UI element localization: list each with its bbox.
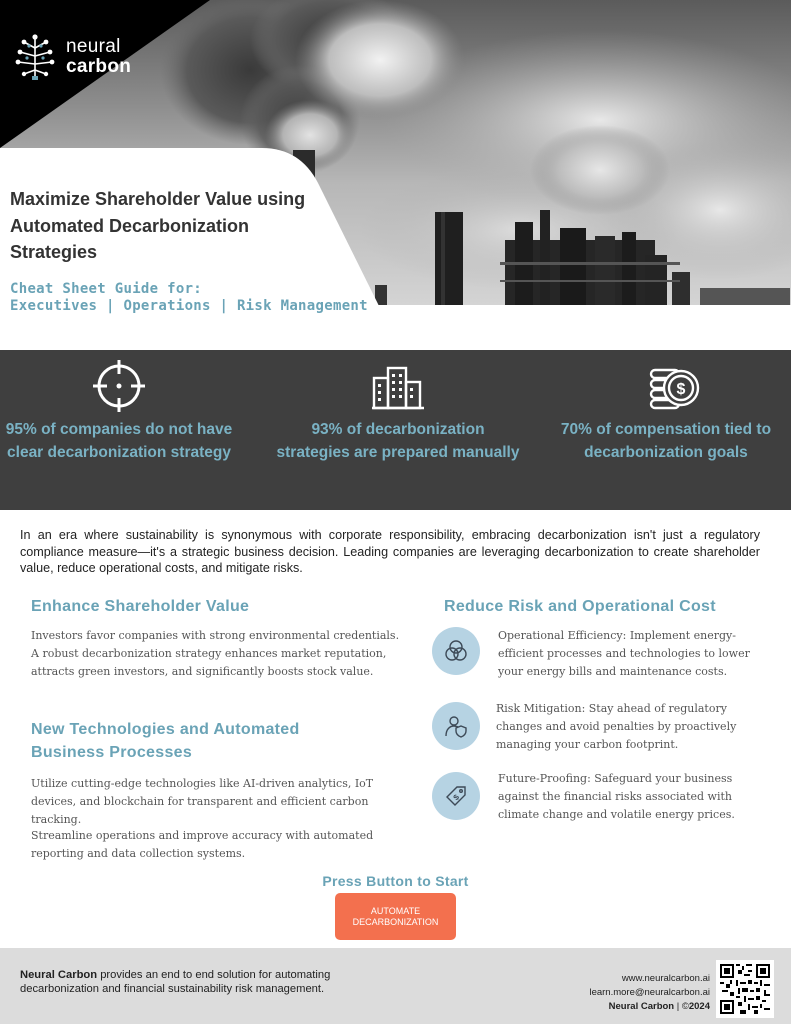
- stats-band: [0, 350, 791, 510]
- footer-email-link[interactable]: learn.more@neuralcarbon.ai: [589, 987, 710, 998]
- risk-item-icon: [432, 772, 480, 820]
- brand-name-line1: neural: [66, 36, 121, 58]
- svg-text:$: $: [451, 792, 462, 803]
- stat-text: 70% of compensation tied to decarbonization goals: [560, 421, 772, 461]
- copyright-company: Neural Carbon: [608, 1001, 675, 1012]
- svg-text:$: $: [676, 381, 686, 398]
- hero-banner: [0, 0, 791, 314]
- risk-item-icon: [432, 627, 480, 675]
- risk-item-text: Future-Proofing: Safeguard your business against the financial risks associated with climate change and volatile energy prices.: [498, 772, 735, 821]
- tech-body-2: Streamline operations and improve accuracy with automated reporting and data collection systems.: [31, 829, 374, 860]
- footer-description-text: provides an end to end solution for automating decarbonization and financial sustainability risk management.: [20, 969, 331, 995]
- qr-code-icon: [720, 964, 770, 1014]
- shareholder-body: Investors favor companies with strong environmental credentials. A robust decarbonization strategy enhances market reputation, attracts green investors, and significantly boosts stock value.: [31, 629, 400, 678]
- person-shield-icon: [444, 714, 468, 738]
- tech-heading: New Technologies and Automated Business Processes: [31, 721, 300, 761]
- button-line1: AUTOMATE: [370, 905, 421, 916]
- neural-tree-icon: [12, 32, 58, 82]
- cta-label: Press Button to Start: [322, 873, 469, 889]
- stat-text: 93% of decarbonization strategies are prepared manually: [276, 421, 520, 461]
- qr-code[interactable]: [716, 960, 774, 1018]
- brand-logo[interactable]: [12, 32, 131, 82]
- coins-icon: [647, 358, 703, 414]
- button-line2: DECARBONIZATION: [352, 916, 439, 927]
- footer-copyright: [589, 1000, 710, 1014]
- risk-item-icon: [432, 702, 480, 750]
- intro-paragraph: In an era where sustainability is synonymous with corporate responsibility, embracing decarbonization isn't just a regulatory compliance measure—it's a strategic business decision. Leading companies are leveraging decarbonization to create shareholder value, reduce operational costs, and mitigate risks.: [20, 528, 760, 575]
- tech-body-1: Utilize cutting-edge technologies like AI-driven analytics, IoT devices, and blockchain for transparent and efficient carbon tracking.: [31, 777, 374, 826]
- page-subtitle: [10, 281, 368, 315]
- subtitle-line1: Cheat Sheet Guide for:: [10, 281, 203, 297]
- risk-heading: Reduce Risk and Operational Cost: [444, 598, 716, 615]
- buildings-icon: [370, 358, 426, 414]
- shareholder-heading: Enhance Shareholder Value: [31, 598, 250, 615]
- brand-wordmark: [66, 37, 131, 77]
- risk-item-text: Risk Mitigation: Stay ahead of regulatory changes and avoid penalties by proactively managing your carbon footprint.: [496, 702, 737, 751]
- stat-text: 95% of companies do not have clear decarbonization strategy: [5, 421, 233, 461]
- brand-name-line2: carbon: [66, 56, 132, 77]
- risk-item-text: Operational Efficiency: Implement energy-efficient processes and technologies to lower your energy bills and maintenance costs.: [498, 629, 750, 678]
- automate-decarbonization-button[interactable]: [335, 893, 456, 940]
- footer-contact: [589, 972, 710, 1014]
- copyright-sep: | ©: [674, 1001, 689, 1012]
- footer-description: [20, 968, 360, 996]
- copyright-year: 2024: [688, 1001, 710, 1012]
- subtitle-line2: Executives | Operations | Risk Management: [10, 298, 368, 314]
- circles-icon: [444, 639, 468, 663]
- footer-company: Neural Carbon: [20, 969, 98, 981]
- page-title: Maximize Shareholder Value using Automated Decarbonization Strategies: [10, 189, 306, 262]
- footer: [0, 948, 791, 1024]
- dollar-tag-icon: [444, 784, 468, 808]
- footer-website-link[interactable]: www.neuralcarbon.ai: [621, 973, 710, 984]
- crosshair-icon: [91, 358, 147, 414]
